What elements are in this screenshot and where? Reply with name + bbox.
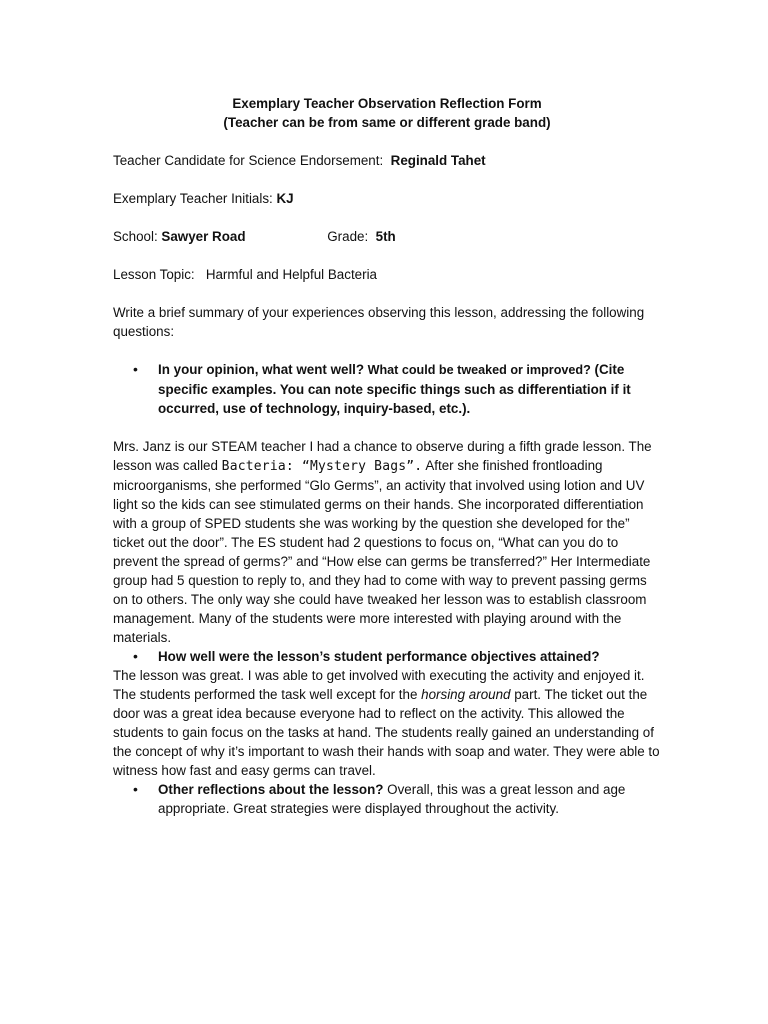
answer-2-italic: horsing around [421,687,511,702]
topic-label: Lesson Topic: [113,267,195,282]
question-3-plain: Overall, this was a great lesson and age appropriate. Great strategies were displayed throughout the activity. [158,782,626,816]
topic-field [113,265,661,284]
form-content [113,94,661,818]
bullet-icon: • [133,781,138,797]
question-3 [113,780,661,818]
bullet-icon: • [133,648,138,664]
school-grade-field [113,227,661,246]
question-3-bold: Other reflections about the lesson? [158,782,384,797]
question-1-plain: What could be tweaked or improved? [364,363,591,377]
answer-1-part-b: After she finished frontloading microorganisms, she performed “Glo Germs”, an activity that involved using lotion and UV light so the kids can see stimulated germs on their hands. She incorporated differentiation with a group of SPED students she was working by the question she developed for the” ticket out the door”. The ES student had 2 questions to focus on, “What can you do to prevent the spread of germs?” and “How else can germs be transferred?” Her Intermediate group had 5 question to reply to, and they had to come with way to prevent passing germs on to others. The only way she could have tweaked her lesson was to establish classroom management. Many of the students were more interested with playing around with the materials. [113,458,651,645]
form-title-line2: (Teacher can be from same or different grade band) [223,115,551,130]
school-value: Sawyer Road [161,229,246,244]
topic-value: Harmful and Helpful Bacteria [205,267,377,282]
form-title-line1: Exemplary Teacher Observation Reflection Form [232,96,542,111]
question-2-text: How well were the lesson’s student performance objectives attained? [158,649,600,664]
question-2 [113,647,661,666]
initials-value: KJ [276,191,294,206]
answer-1-part-a: Mrs. Janz is our STEAM teacher I had a chance to observe during a fifth grade lesson. The lesson was called [113,439,652,473]
question-list-1 [113,360,661,418]
answer-2 [113,666,661,780]
candidate-field [113,151,661,170]
question-list-2 [113,647,661,666]
grade-value: 5th [375,229,396,244]
answer-2-part-a: The lesson was great. I was able to get involved with executing the activity and enjoyed it. The students performed the task well except for the [113,668,645,702]
question-1 [113,360,661,418]
initials-label: Exemplary Teacher Initials: [113,191,273,206]
bullet-icon: • [133,361,138,377]
question-1-bold-a: In your opinion, what went well? [158,362,365,377]
form-title [113,94,661,132]
candidate-value: Reginald Tahet [390,153,486,168]
answer-2-part-b: part. The ticket out the door was a great idea because everyone had to reflect on the activity. This allowed the students to gain focus on the tasks at hand. The students really gained an understanding of the concept of why it’s important to wash their hands with soap and water. They were able to witness how fast and easy germs can travel. [113,687,660,778]
initials-field [113,189,661,208]
candidate-label: Teacher Candidate for Science Endorsement: [113,153,384,168]
instructions-prompt: Write a brief summary of your experiences observing this lesson, addressing the following questions: [113,305,645,339]
grade-label: Grade: [327,229,369,244]
school-label: School: [113,229,158,244]
lesson-name: Bacteria: “Mystery Bags”. [221,459,423,474]
question-list-3 [113,780,661,818]
question-1-bold-b: (Cite specific examples. You can note specific things such as differentiation if it occurred, use of technology, inquiry-based, etc.). [158,362,631,416]
answer-1 [113,437,661,647]
